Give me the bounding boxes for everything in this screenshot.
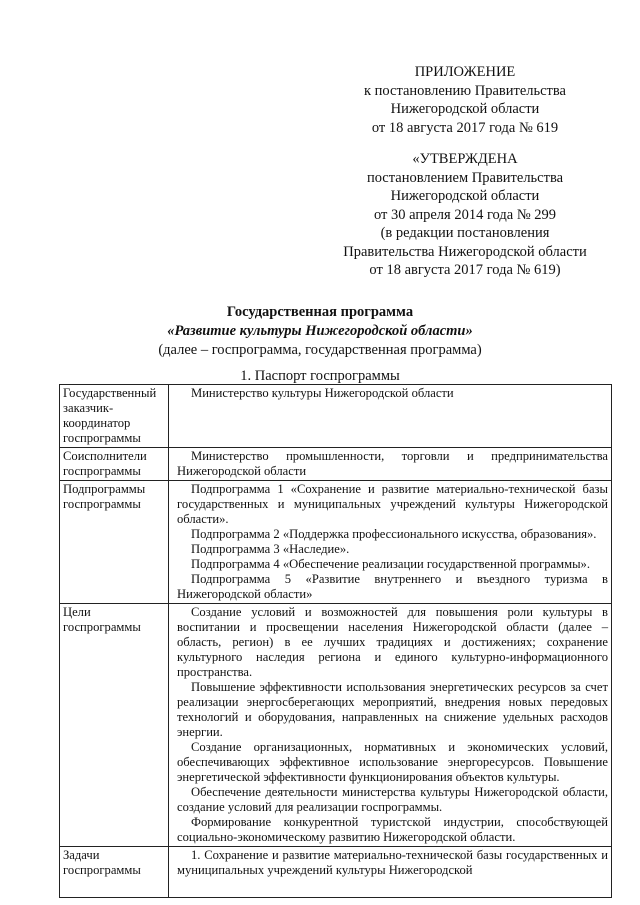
approval-line: «УТВЕРЖДЕНА bbox=[412, 151, 518, 167]
value-paragraph: Подпрограмма 3 «Наследие». bbox=[191, 542, 350, 556]
appendix-line: Нижегородской области bbox=[390, 101, 540, 117]
table-row bbox=[60, 847, 612, 898]
value-paragraph: Создание организационных, нормативных и экономических условий, обеспечивающих эффективное использование энергоресурсов. Повышение энергетической эффективности функционирования объектов культуры. bbox=[177, 740, 608, 784]
value-paragraph: Повышение эффективности использования энергетических ресурсов за счет реализации энергосберегающих мероприятий, внедрения новых передовых технологий и оборудования, направленных на снижение удельных расходов энергии. bbox=[177, 680, 608, 739]
row-label: Соисполнители госпрограммы bbox=[60, 448, 169, 481]
appendix-line: от 18 августа 2017 года № 619 bbox=[371, 119, 559, 136]
table-row bbox=[60, 448, 612, 481]
approval-line: от 18 августа 2017 года № 619) bbox=[369, 262, 561, 278]
value-paragraph: Министерство промышленности, торговли и предпринимательства Нижегородской области bbox=[177, 449, 608, 478]
row-label: Задачи госпрограммы bbox=[60, 847, 169, 898]
program-title-line3: (далее – госпрограмма, государственная программа) bbox=[158, 342, 482, 358]
program-title-line1: Государственная программа bbox=[226, 304, 414, 320]
appendix-block bbox=[300, 63, 630, 137]
row-label: Государственный заказчик-координатор госпрограммы bbox=[60, 385, 169, 448]
approval-line: постановлением Правительства bbox=[366, 169, 564, 186]
approval-line: (в редакции постановления bbox=[380, 225, 550, 241]
approval-line: от 30 апреля 2014 года № 299 bbox=[373, 206, 557, 223]
table-row bbox=[60, 385, 612, 448]
value-paragraph: Обеспечение деятельности министерства культуры Нижегородской области, создание условий для реализации госпрограммы. bbox=[177, 785, 608, 814]
value-paragraph: Подпрограмма 2 «Поддержка профессионального искусства, образования». bbox=[191, 527, 597, 541]
row-value bbox=[169, 604, 612, 847]
table-row bbox=[60, 481, 612, 604]
row-value bbox=[169, 847, 612, 898]
value-paragraph: 1. Сохранение и развитие материально-технической базы государственных и муниципальных учреждений культуры Нижегородской bbox=[177, 848, 608, 877]
value-paragraph: Подпрограмма 5 «Развитие внутреннего и въездного туризма в Нижегородской области» bbox=[177, 572, 608, 601]
value-paragraph: Министерство культуры Нижегородской области bbox=[191, 386, 454, 400]
row-value bbox=[169, 448, 612, 481]
row-value bbox=[169, 481, 612, 604]
approval-block bbox=[300, 150, 630, 280]
appendix-line: к постановлению Правительства bbox=[364, 82, 566, 99]
row-value bbox=[169, 385, 612, 448]
appendix-title: ПРИЛОЖЕНИЕ bbox=[414, 64, 516, 80]
table-row bbox=[60, 604, 612, 847]
value-paragraph: Подпрограмма 4 «Обеспечение реализации государственной программы». bbox=[191, 557, 590, 571]
value-paragraph: Создание условий и возможностей для повышения роли культуры в воспитании и просвещении населения Нижегородской области (далее – область, регион) в ее лучших традициях и достижениях; сохранение культурного наследия региона и единого культурно-информационного пространства. bbox=[177, 605, 608, 679]
value-paragraph: Формирование конкурентной туристской индустрии, способствующей социально-экономическому развитию Нижегородской области. bbox=[177, 815, 608, 844]
value-paragraph: Подпрограмма 1 «Сохранение и развитие материально-технической базы государственных и муниципальных учреждений культуры Нижегородской области». bbox=[177, 482, 608, 526]
passport-heading: 1. Паспорт госпрограммы bbox=[240, 368, 400, 384]
approval-line: Нижегородской области bbox=[390, 188, 540, 204]
row-label: Цели госпрограммы bbox=[60, 604, 169, 847]
program-title-line2: «Развитие культуры Нижегородской области» bbox=[167, 323, 473, 339]
row-label: Подпрограммы госпрограммы bbox=[60, 481, 169, 604]
passport-table bbox=[59, 384, 612, 898]
program-title bbox=[0, 303, 640, 360]
approval-line: Правительства Нижегородской области bbox=[343, 243, 587, 260]
